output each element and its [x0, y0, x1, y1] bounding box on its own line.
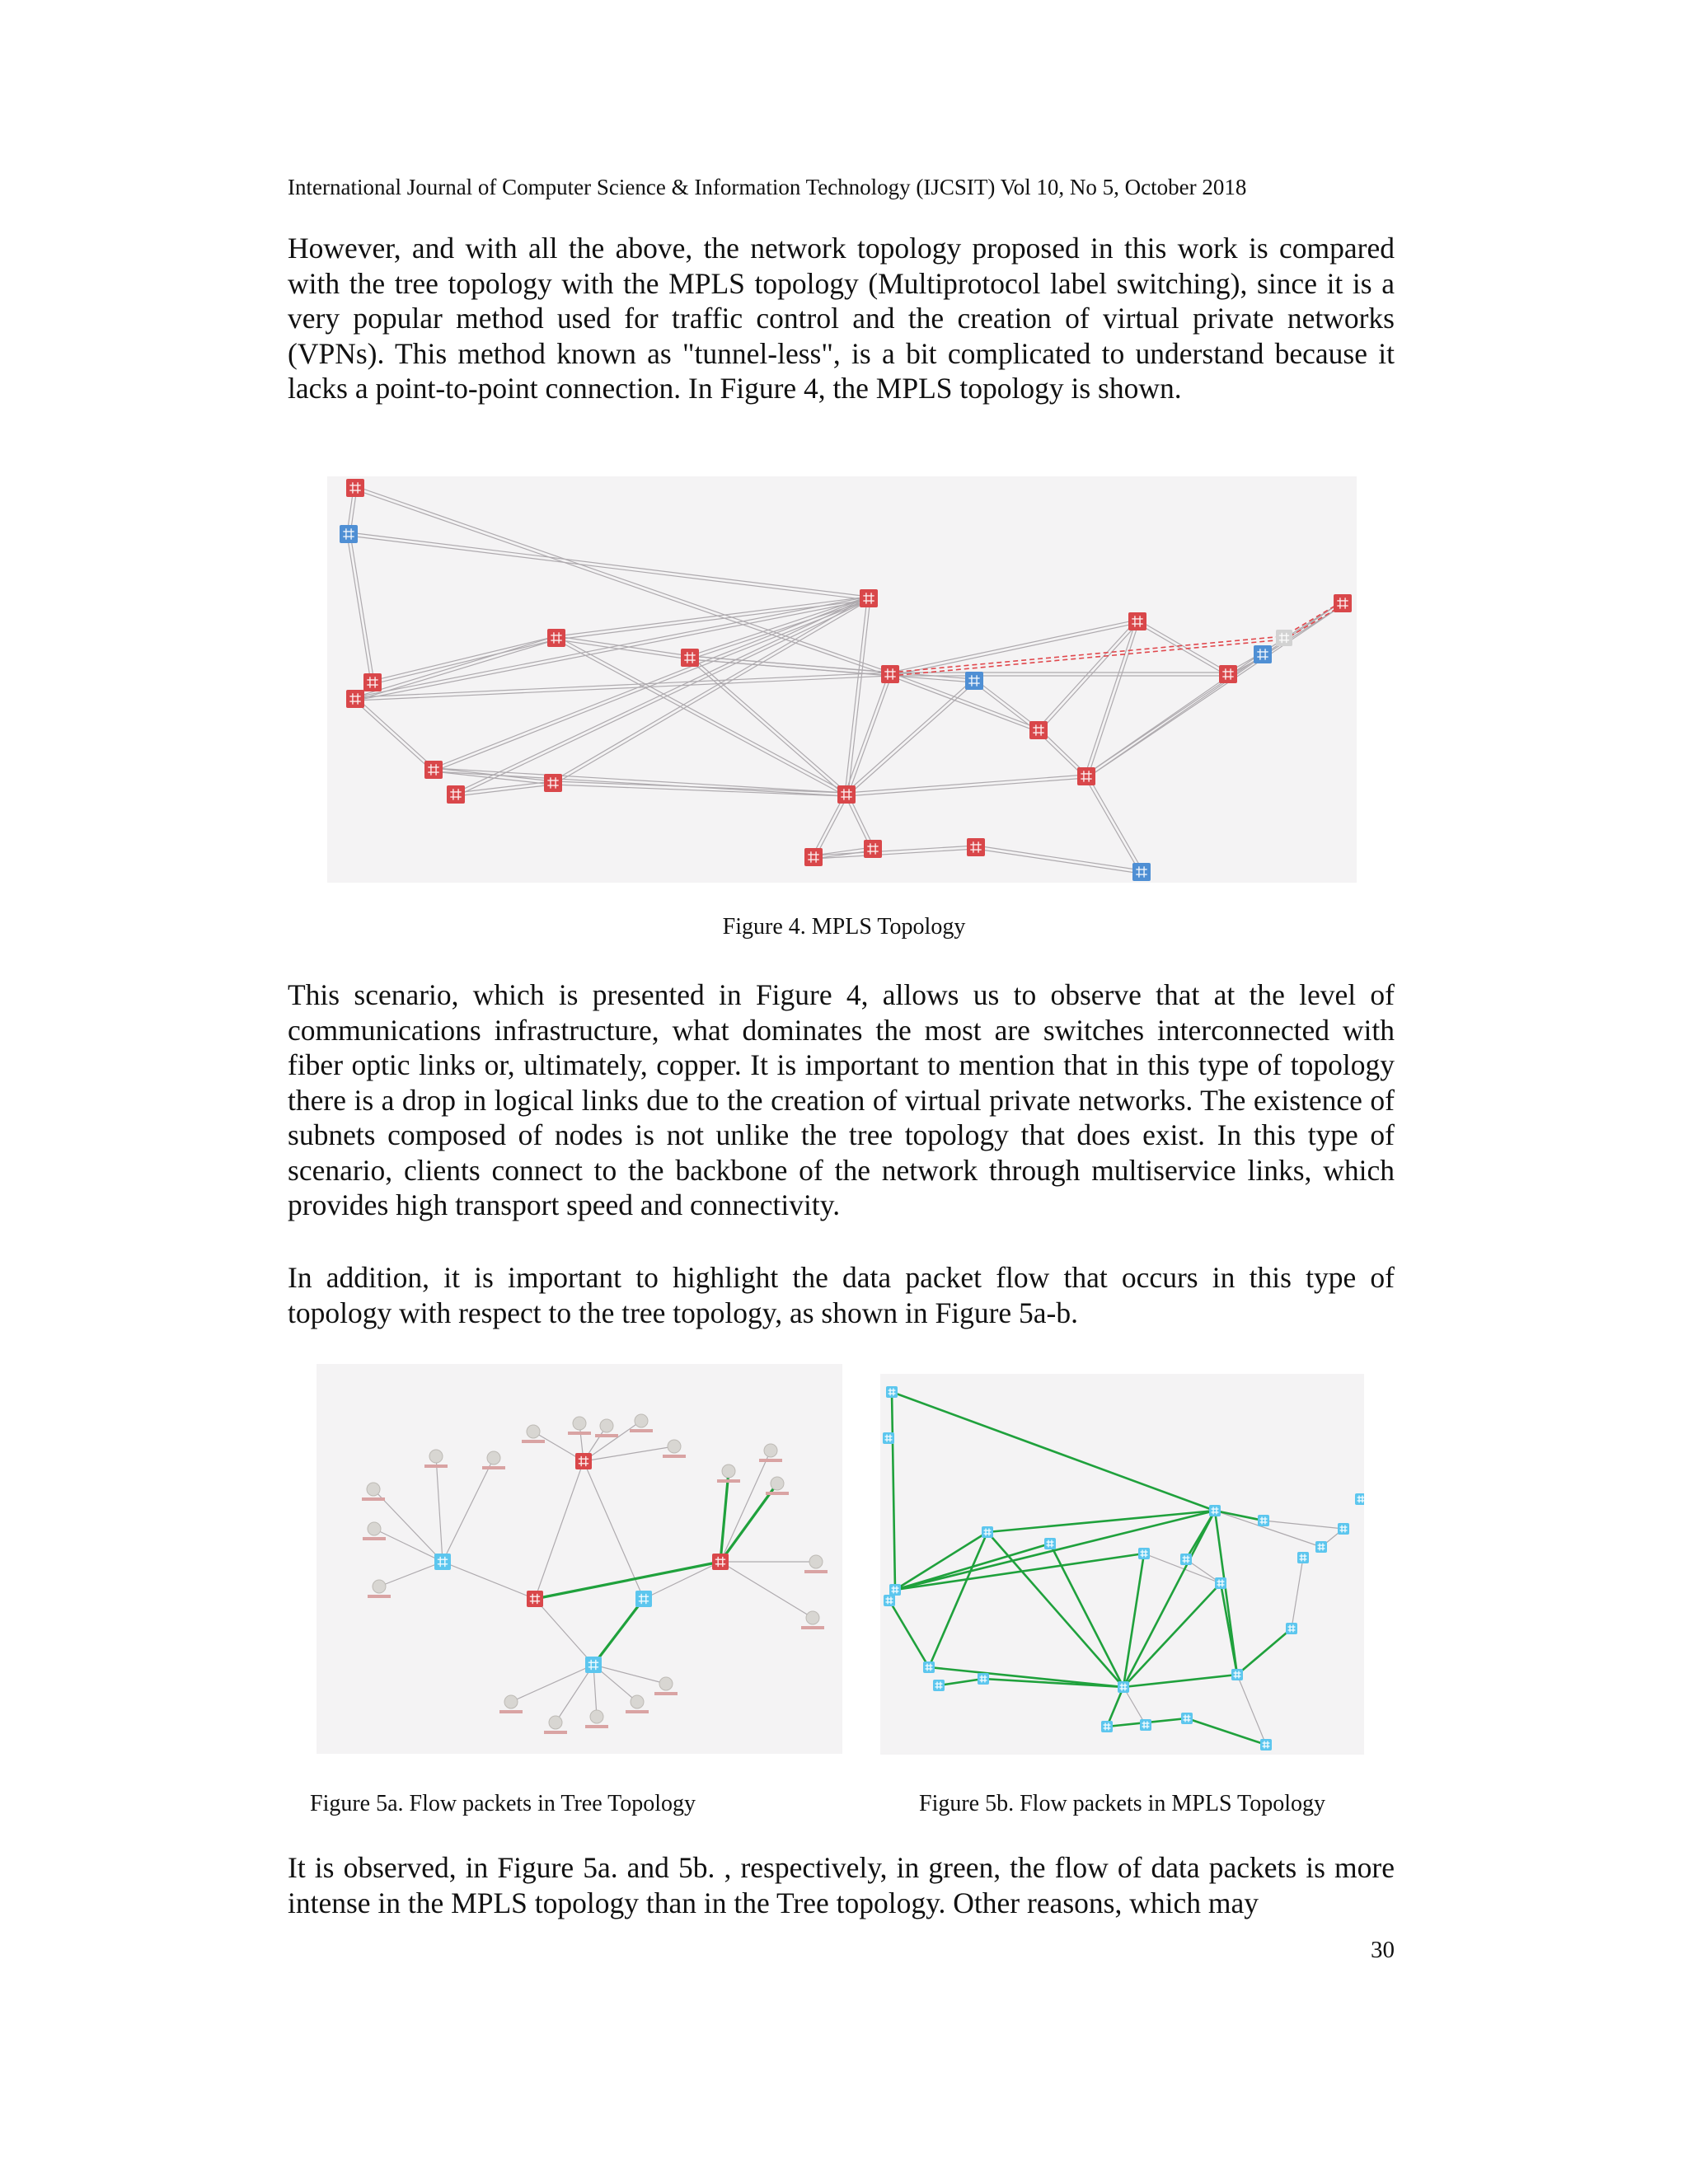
router-node-W	[967, 838, 985, 856]
switch-node-I	[965, 672, 983, 690]
mpls-flow-A-E	[892, 1392, 1215, 1511]
host-node-h7	[482, 1451, 505, 1469]
tree-link-c1-h7	[443, 1458, 494, 1562]
mpls-flow-P-S	[929, 1667, 1123, 1687]
host-node-h1	[522, 1425, 545, 1443]
router-node-S	[837, 785, 856, 804]
link-B-C	[350, 534, 374, 682]
link-D-P	[356, 698, 434, 769]
link-J-T	[1085, 621, 1136, 776]
paragraph-scenario: This scenario, which is presented in Figure 4, allows us to observe that at the level of communications infrastructure, what dominates the most are switches interconnected with fiber optic links or, ultimately, copper. It is important to mention that in this type of topology there is a drop in logical links due to the creation of virtual private networks. The existence of subnets composed of nodes is not unlike the tree topology that does exist. In this type of scenario, clients connect to the backbone of the network through multiservice links, which provides high transport speed and connectivity.	[288, 978, 1395, 1221]
hub-node-c1	[434, 1554, 451, 1570]
link-D-P	[354, 700, 433, 771]
link-E-D	[355, 597, 869, 697]
page-number: 30	[1371, 1937, 1395, 1963]
link-B-E	[349, 536, 869, 600]
figure-5a-tree-topology	[316, 1364, 842, 1754]
link-T-X	[1088, 776, 1143, 871]
mpls-flow-F-P	[929, 1532, 987, 1667]
link-E-P	[434, 600, 870, 771]
mpls-switch-J	[1258, 1515, 1269, 1526]
mpls-topology-diagram	[327, 476, 1357, 883]
mpls-switch-U	[1140, 1719, 1151, 1731]
router-node-K	[1029, 721, 1048, 739]
mpls-flow-Y-T	[1237, 1629, 1292, 1675]
router-node-L	[1219, 665, 1237, 683]
journal-header: International Journal of Computer Science & Information Technology (IJCSIT) Vol 10, No 5, October 2018	[288, 175, 1247, 199]
link-I-S	[847, 682, 975, 795]
tree-link-c1-r3	[443, 1562, 535, 1599]
switch-node-M	[1254, 645, 1272, 663]
router-node-J	[1128, 612, 1146, 630]
host-node-h8	[362, 1483, 385, 1501]
link-E-F	[556, 600, 869, 640]
host-node-h17	[544, 1716, 567, 1734]
mpls-switch-I	[1180, 1554, 1192, 1565]
mpls-flow-W-X	[1187, 1718, 1266, 1745]
link-H-J	[890, 623, 1137, 676]
mpls-flow-A-C	[892, 1392, 895, 1590]
figure-4-mpls-topology	[327, 476, 1357, 883]
link-E-P	[433, 597, 868, 768]
host-node-h5	[663, 1440, 686, 1458]
host-node-h3	[595, 1419, 618, 1437]
figure-5a-caption: Figure 5a. Flow packets in Tree Topology	[310, 1791, 696, 1816]
mpls-switch-D	[884, 1595, 895, 1606]
switch-node-B	[340, 525, 358, 543]
router-node-O	[1334, 594, 1352, 612]
link-P-R	[434, 771, 553, 785]
mpls-switch-N	[1338, 1523, 1349, 1535]
mpls-switch-C	[889, 1584, 901, 1596]
mpls-flow-S-T	[1123, 1675, 1237, 1687]
figure-5b-caption: Figure 5b. Flow packets in MPLS Topology	[919, 1791, 1325, 1816]
mpls-switch-K	[1215, 1577, 1226, 1589]
link-B-E	[349, 532, 869, 597]
router-node-A	[346, 479, 364, 497]
flow-link-r3-r2	[535, 1562, 720, 1599]
hub-node-r3	[527, 1591, 543, 1607]
mpls-switch-R	[978, 1673, 989, 1685]
tunnel-endpoint-N	[1276, 630, 1292, 646]
link-I-S	[846, 680, 973, 794]
mpls-flow-F-E	[987, 1511, 1215, 1532]
hub-node-c2	[635, 1591, 652, 1607]
link-B-C	[347, 534, 371, 682]
tree-link-c1-h9	[374, 1529, 443, 1562]
router-node-E	[860, 589, 878, 607]
mpls-switch-W	[1181, 1713, 1193, 1724]
router-node-D	[346, 690, 364, 708]
link-E-Q	[457, 600, 870, 796]
host-node-h11	[759, 1444, 782, 1462]
link-H-K	[891, 673, 1039, 729]
tree-link-r2-h15	[720, 1562, 813, 1618]
flow-link-r2-h13	[720, 1471, 729, 1562]
tree-link-c1-h10	[379, 1562, 443, 1586]
switch-node-X	[1132, 863, 1151, 881]
mpls-link-T-X	[1237, 1675, 1266, 1745]
link-Q-R	[456, 785, 553, 796]
router-node-Q	[447, 785, 465, 804]
mpls-flow-E-T	[1215, 1511, 1237, 1675]
mpls-flow-E-I	[1186, 1511, 1215, 1559]
mpls-link-J-N	[1264, 1521, 1343, 1529]
mpls-switch-O	[1355, 1493, 1364, 1505]
host-node-h10	[368, 1580, 391, 1598]
hub-node-r2	[712, 1554, 729, 1570]
router-node-V	[804, 848, 823, 866]
mpls-switch-T	[1231, 1669, 1243, 1680]
host-node-h18	[585, 1710, 608, 1728]
mpls-flow-diagram	[880, 1374, 1364, 1755]
mpls-switch-M	[1315, 1541, 1327, 1553]
tree-link-r3-c3	[535, 1599, 593, 1665]
host-node-h4	[630, 1414, 653, 1432]
host-node-h15	[801, 1611, 824, 1629]
router-node-R	[544, 774, 562, 792]
link-I-K	[975, 679, 1039, 729]
link-I-K	[973, 682, 1038, 732]
host-node-h6	[424, 1450, 448, 1468]
tree-link-r2-c2	[644, 1562, 720, 1599]
link-P-R	[434, 768, 553, 781]
mpls-switch-G	[1044, 1538, 1056, 1549]
host-node-h20	[654, 1677, 678, 1695]
host-node-h14	[804, 1555, 828, 1573]
link-S-T	[846, 778, 1086, 796]
router-node-P	[424, 761, 443, 779]
router-node-U	[864, 840, 882, 858]
tree-link-r3-r1	[535, 1461, 584, 1599]
mpls-switch-P	[923, 1661, 935, 1673]
tree-topology-flow-diagram	[316, 1364, 842, 1754]
link-O-T	[1087, 605, 1343, 778]
mpls-switch-X	[1260, 1739, 1272, 1750]
mpls-switch-B	[883, 1432, 894, 1444]
flow-link-r2-h12	[720, 1483, 777, 1562]
host-node-h19	[626, 1695, 649, 1713]
link-R-S	[553, 781, 846, 793]
host-node-h9	[363, 1522, 386, 1540]
host-node-h13	[717, 1465, 740, 1483]
mpls-switch-Y	[1286, 1623, 1297, 1634]
mpls-switch-F	[982, 1526, 993, 1538]
mpls-flow-C-F	[895, 1532, 987, 1590]
link-C-F	[373, 640, 556, 684]
mpls-flow-C-E	[895, 1511, 1215, 1590]
mpls-switch-A	[886, 1386, 898, 1398]
router-node-T	[1077, 767, 1095, 785]
link-P-S	[434, 768, 846, 793]
mpls-switch-H	[1138, 1548, 1150, 1559]
mpls-switch-L	[1297, 1552, 1309, 1563]
flow-link-c2-c3	[593, 1599, 644, 1665]
tree-link-c1-h6	[436, 1456, 443, 1562]
mpls-switch-S	[1118, 1681, 1129, 1693]
hub-node-r1	[575, 1453, 592, 1469]
link-J-K	[1039, 622, 1138, 731]
mpls-flow-S-V	[1107, 1687, 1123, 1727]
router-node-G	[681, 649, 699, 667]
figure-4-caption: Figure 4. MPLS Topology	[722, 914, 966, 940]
mpls-flow-D-P	[889, 1601, 929, 1667]
paragraph-observation: It is observed, in Figure 5a. and 5b. , respectively, in green, the flow of data packets is more intense in the MPLS topology than in the Tree topology. Other reasons, which may	[288, 1851, 1395, 1919]
host-node-h2	[568, 1417, 591, 1435]
link-O-T	[1085, 602, 1342, 775]
mpls-switch-E	[1209, 1505, 1221, 1516]
link-S-T	[846, 775, 1086, 793]
paragraph-packet-flow: In addition, it is important to highlight the data packet flow that occurs in this type of topology with respect to the tree topology, as shown in Figure 5a-b.	[288, 1261, 1395, 1329]
router-node-F	[547, 629, 565, 647]
router-node-C	[363, 673, 382, 691]
link-D-F	[356, 640, 557, 701]
link-A-H	[354, 490, 889, 676]
link-W-X	[976, 846, 1142, 870]
link-H-K	[889, 676, 1038, 732]
paragraph-intro: However, and with all the above, the network topology proposed in this work is compared with the tree topology with the MPLS topology (Multiprotocol label switching), since it is a very popular method used for traffic control and the creation of virtual private networks (VPNs). This method known as "tunnel-less", is a bit complicated to understand because it lacks a point-to-point connection. In Figure 4, the MPLS topology is shown.	[288, 232, 1395, 405]
link-T-X	[1085, 777, 1140, 873]
hub-node-c3	[585, 1657, 602, 1673]
mpls-flow-Q-R	[939, 1679, 983, 1685]
host-node-h12	[766, 1477, 789, 1495]
mpls-switch-V	[1101, 1721, 1113, 1732]
link-C-F	[373, 636, 556, 681]
mpls-link-L-Y	[1292, 1558, 1303, 1629]
tree-link-r1-h5	[584, 1446, 674, 1461]
link-F-G	[556, 640, 690, 659]
mpls-switch-Q	[933, 1680, 945, 1691]
figure-5b-mpls-flow	[880, 1374, 1364, 1755]
link-W-X	[976, 849, 1142, 874]
router-node-H	[881, 665, 899, 683]
